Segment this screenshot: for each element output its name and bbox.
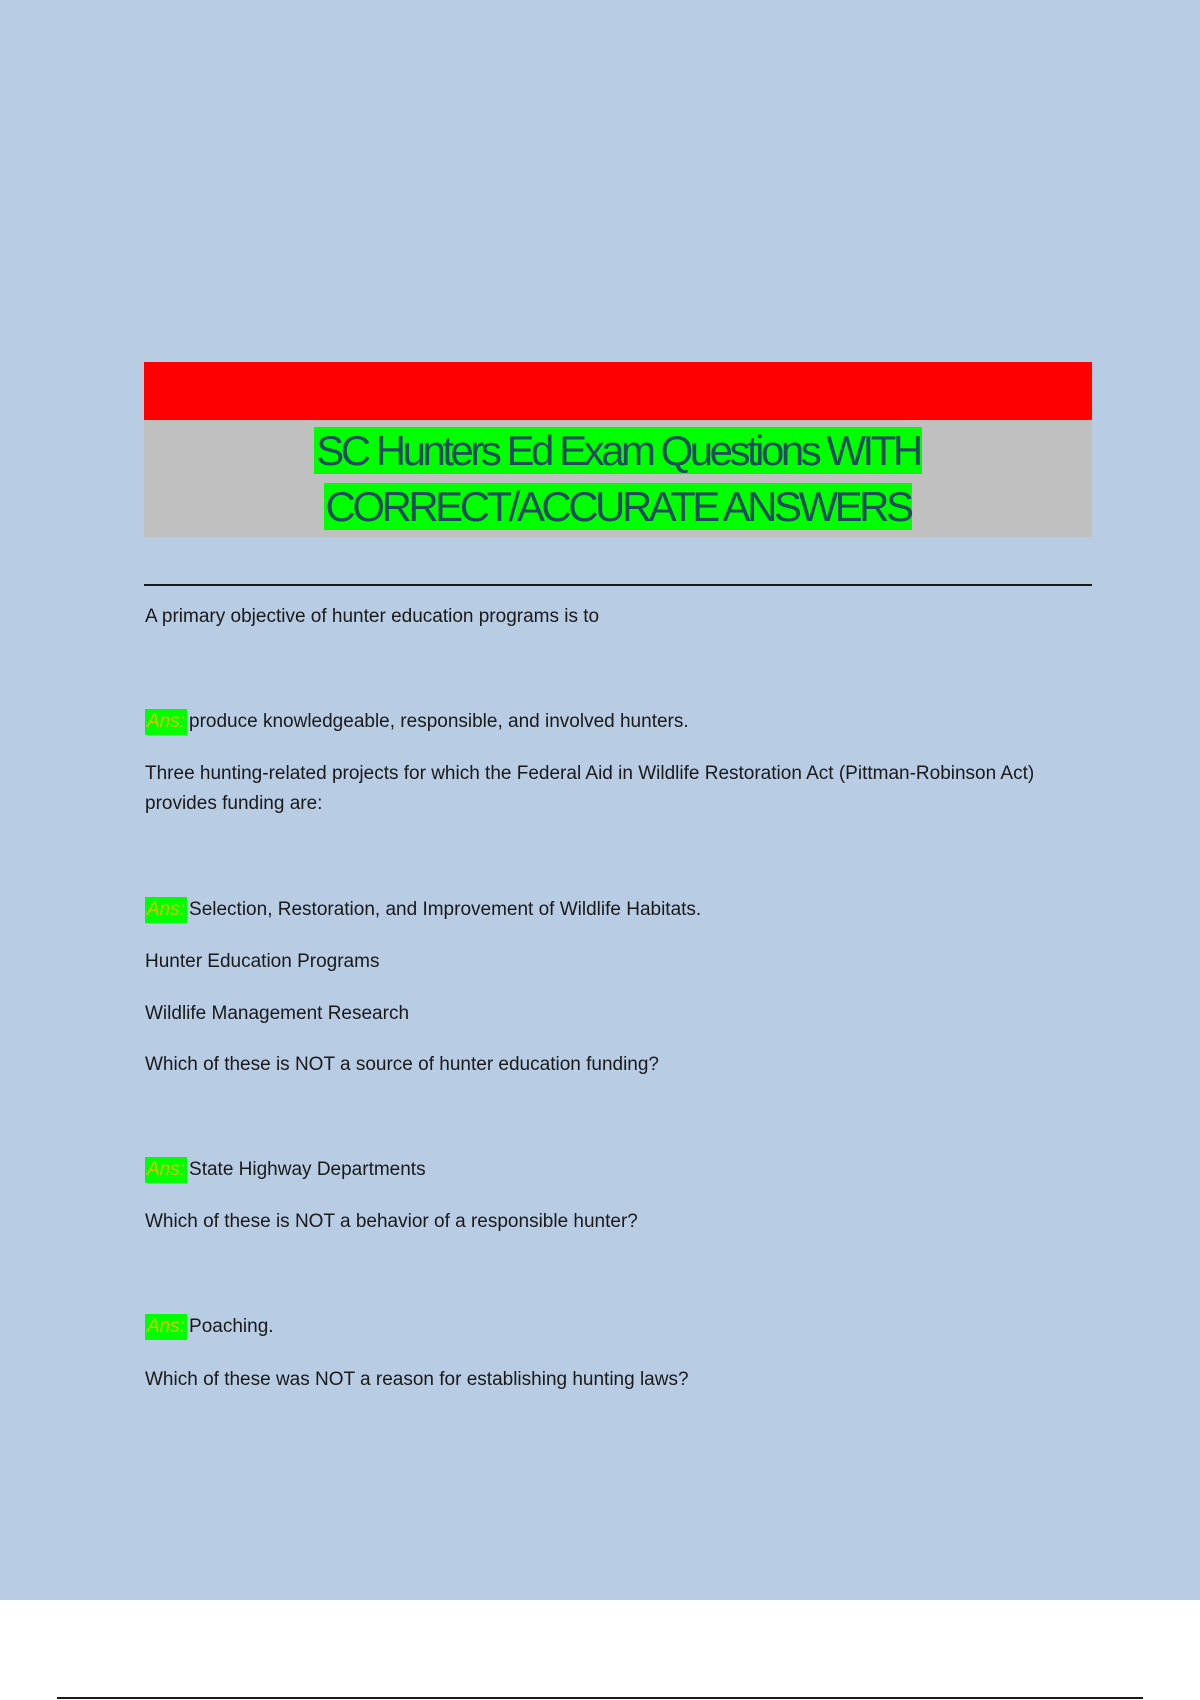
- answer-3: [145, 1155, 426, 1185]
- document-title: SC Hunters Ed Exam Questions WITH CORRECT/ACCURATE ANSWERS: [316, 427, 920, 530]
- answer-label: Ans:: [145, 1314, 187, 1340]
- question-3: [145, 1050, 659, 1080]
- text-line-2: [145, 999, 409, 1029]
- body-text: Hunter Education Programs: [145, 951, 380, 972]
- answer-4: [145, 1312, 274, 1342]
- question-text: Three hunting-related projects for which the Federal Aid in Wildlife Restoration Act (Pittman-Robinson Act) provides funding are:: [145, 763, 1035, 814]
- answer-text: State Highway Departments: [189, 1159, 426, 1180]
- question-text: A primary objective of hunter education programs is to: [145, 606, 600, 627]
- question-2: [145, 759, 1085, 819]
- question-4: [145, 1207, 638, 1237]
- answer-1: [145, 707, 689, 737]
- answer-text: Selection, Restoration, and Improvement of Wildlife Habitats.: [189, 899, 702, 920]
- question-1: [145, 602, 599, 632]
- title-box: [144, 420, 1092, 537]
- footer-divider: [57, 1697, 1143, 1699]
- answer-text: Poaching.: [189, 1316, 274, 1337]
- body-text: Wildlife Management Research: [145, 1003, 410, 1024]
- answer-label: Ans:: [145, 709, 187, 735]
- text-line-1: [145, 947, 379, 977]
- question-text: Which of these is NOT a behavior of a responsible hunter?: [145, 1211, 638, 1232]
- question-5: [145, 1365, 689, 1395]
- answer-text: produce knowledgeable, responsible, and involved hunters.: [189, 711, 689, 732]
- title-divider: [144, 584, 1092, 586]
- answer-label: Ans:: [145, 897, 187, 923]
- answer-label: Ans:: [145, 1157, 187, 1183]
- answer-2: [145, 895, 701, 925]
- question-text: Which of these is NOT a source of hunter education funding?: [145, 1054, 660, 1075]
- question-text: Which of these was NOT a reason for establishing hunting laws?: [145, 1369, 689, 1390]
- header-red-bar: [144, 362, 1092, 420]
